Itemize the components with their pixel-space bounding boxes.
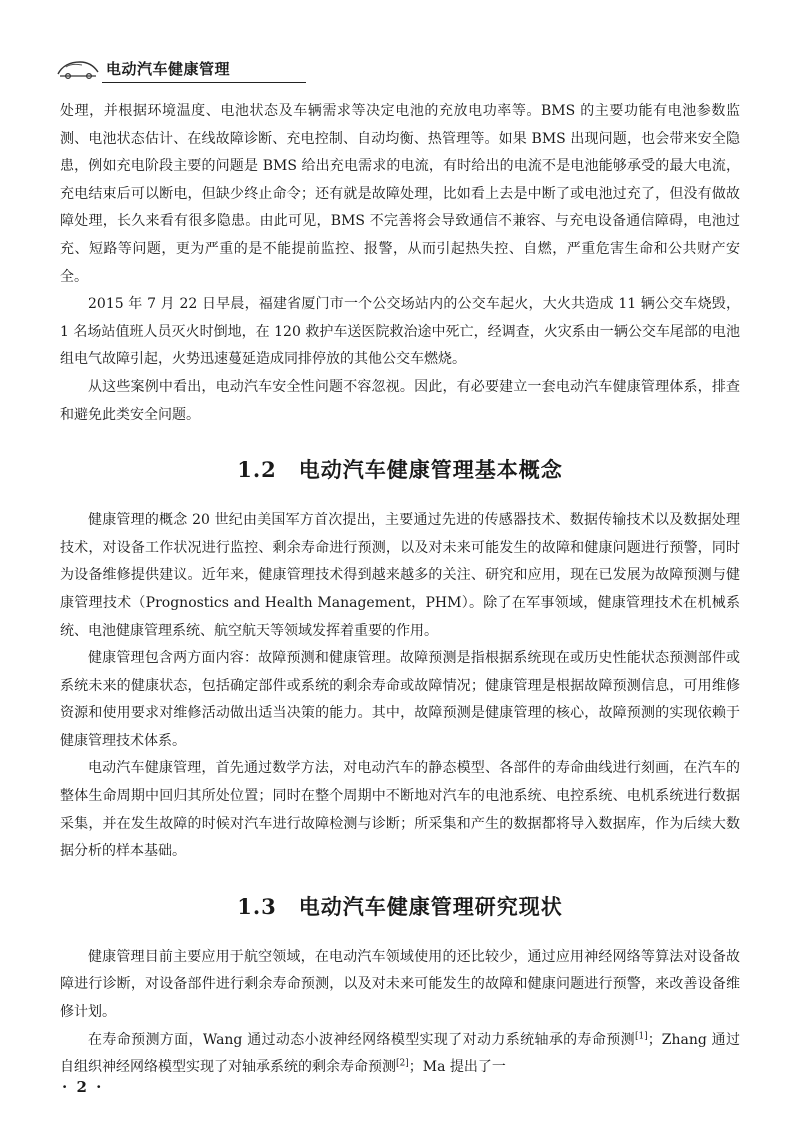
paragraph-phm-concept: 健康管理的概念 20 世纪由美国军方首次提出，主要通过先进的传感器技术、数据传输技术以及数据处理技术，对设备工作状况进行监控、剩余寿命进行预测，以及对未来可能发生的故障和健康问题进行预警，同时为设备维修提供建议。近年来，健康管理技术得到越来越多的关注、研究和应用，现在已发展为故障预测与健康管理技术（Prognostics and Health Management，PHM）。除了在军事领域，健康管理技术在机械系统、电池健康管理系统、航空航天等领域发挥着重要的作用。: [60, 512, 740, 639]
section-title: 电动汽车健康管理基本概念: [298, 458, 563, 483]
section-heading-1-3: [60, 866, 740, 944]
citation-ref: [1]: [635, 1030, 648, 1041]
page-number: · 2 ·: [62, 1078, 104, 1096]
paragraph-safety-conclusion: 从这些案例中看出，电动汽车安全性问题不容忽视。因此，有必要建立一套电动汽车健康管理体系，排查和避免此类安全问题。: [60, 378, 740, 423]
text-segment: ；Ma 提出了一: [408, 1059, 506, 1076]
paragraph-life-prediction: [60, 1027, 740, 1082]
car-outline-icon: [56, 56, 100, 80]
page-body: [60, 98, 740, 1082]
running-header: [56, 52, 306, 84]
header-rule: [102, 82, 306, 83]
paragraph-xiamen-fire: 2015 年 7 月 22 日早晨，福建省厦门市一个公交场站内的公交车起火，大火共造成 11 辆公交车烧毁，1 名场站值班人员灭火时倒地，在 120 救护车送医院救治途中死亡，经调查，火灾系由一辆公交车尾部的电池组电气故障引起，火势迅速蔓延造成同排停放的其他公交车燃烧。: [60, 296, 740, 368]
section-number: 1.2: [237, 457, 277, 483]
paragraph-bms-issues: 处理，并根据环境温度、电池状态及车辆需求等决定电池的充放电功率等。BMS 的主要功能有电池参数监测、电池状态估计、在线故障诊断、充电控制、自动均衡、热管理等。如果 BMS 出现问题，也会带来安全隐患，例如充电阶段主要的问题是 BMS 给出充电需求的电流，有时给出的电流不是电池能够承受的最大电流，充电结束后可以断电，但缺少终止命令；还有就是故障处理，比如看上去是中断了或电池过充了，但没有做故障处理，长久来看有很多隐患。由此可见，BMS 不完善将会导致通信不兼容、与充电设备通信障碍，电池过充、短路等问题，更为严重的是不能提前监控、报警，从而引起热失控、自燃，严重危害生命和公共财产安全。: [60, 103, 740, 285]
citation-ref: [2]: [396, 1058, 409, 1069]
section-heading-1-2: [60, 429, 740, 507]
paragraph-ev-health-management: 电动汽车健康管理，首先通过数学方法，对电动汽车的静态模型、各部件的寿命曲线进行刻画，在汽车的整体生命周期中回归其所处位置；同时在整个周期中不断地对汽车的电池系统、电控系统、电机系统进行数据采集，并在发生故障的时候对汽车进行故障检测与诊断；所采集和产生的数据都将导入数据库，作为后续大数据分析的样本基础。: [60, 760, 740, 860]
paragraph-research-status: 健康管理目前主要应用于航空领域，在电动汽车领域使用的还比较少，通过应用神经网络等算法对设备故障进行诊断，对设备部件进行剩余寿命预测，以及对未来可能发生的故障和健康问题进行预警，来改善设备维修计划。: [60, 948, 740, 1021]
text-segment: 在寿命预测方面，Wang 通过动态小波神经网络模型实现了对动力系统轴承的寿命预测: [88, 1031, 635, 1048]
paragraph-phm-contents: 健康管理包含两方面内容：故障预测和健康管理。故障预测是指根据系统现在或历史性能状态预测部件或系统未来的健康状态，包括确定部件或系统的剩余寿命或故障情况；健康管理是根据故障预测信息，可用维修资源和使用要求对维修活动做出适当决策的能力。其中，故障预测是健康管理的核心，故障预测的实现依赖于健康管理技术体系。: [60, 650, 740, 749]
header-title: 电动汽车健康管理: [106, 60, 231, 78]
text-segment: ；Zhang 通过自组织神经网络模型实现了对轴承系统的剩余寿命预测: [60, 1031, 740, 1076]
section-title: 电动汽车健康管理研究现状: [298, 894, 563, 919]
section-number: 1.3: [237, 893, 277, 919]
